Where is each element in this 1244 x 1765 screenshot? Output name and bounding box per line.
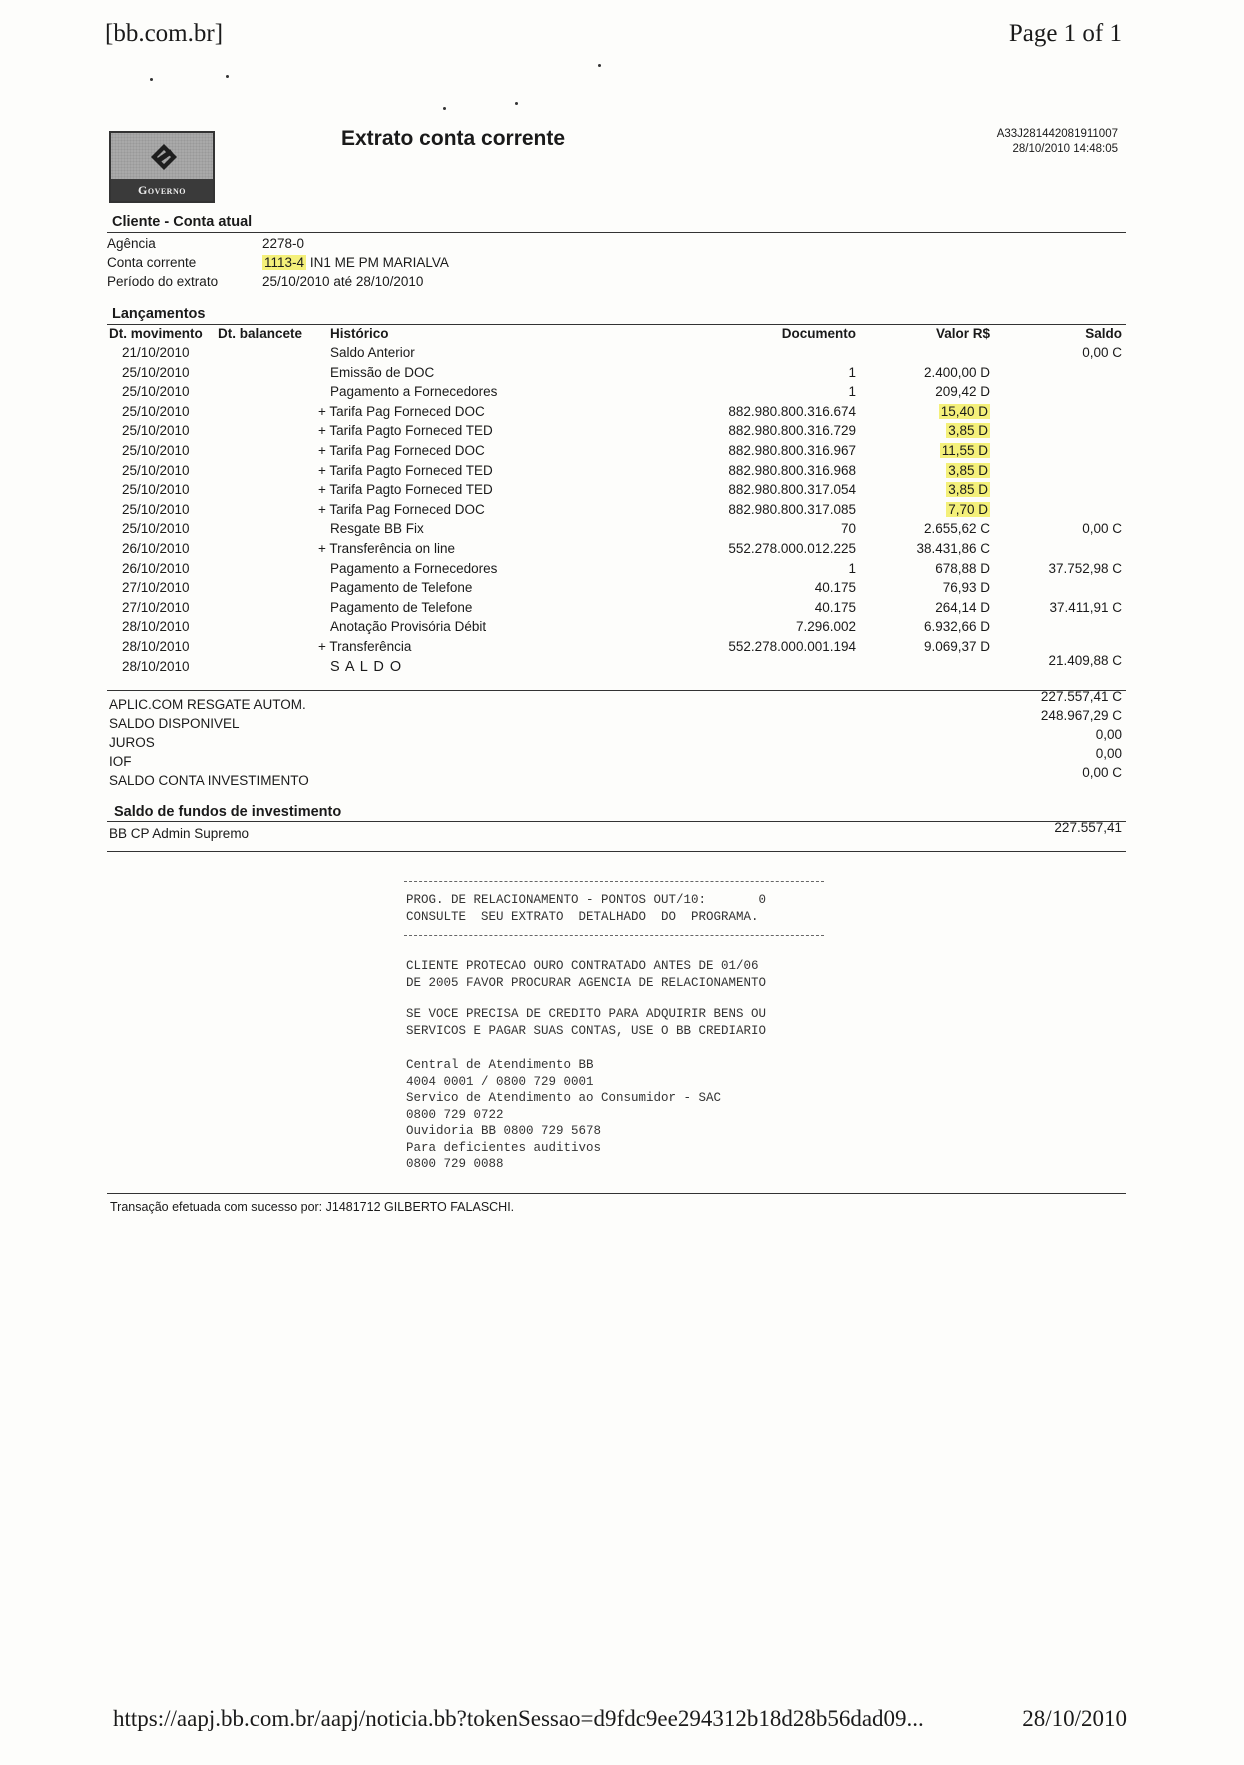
resumo-value: 0,00 [1095, 746, 1122, 761]
cell-valor: 678,88 D [935, 560, 990, 576]
section-divider [107, 690, 1126, 691]
scan-speck [598, 64, 601, 67]
cell-dt-movimento: 21/10/2010 [122, 345, 190, 360]
document-title: Extrato conta corrente [341, 127, 566, 150]
dashed-separator [404, 881, 824, 882]
cell-valor: 3,85 D [948, 462, 988, 478]
table-row [0, 600, 1244, 619]
cell-saldo: 21.409,88 C [1048, 652, 1122, 668]
cell-documento: 552.278.000.012.225 [728, 541, 856, 556]
cell-historico: + Transferência on line [318, 541, 455, 556]
periodo-label: Período do extrato [107, 274, 219, 289]
cell-dt-movimento: 25/10/2010 [122, 384, 190, 400]
table-row [0, 619, 1244, 638]
browser-url: https://aapj.bb.com.br/aapj/noticia.bb?tokenSessao=d9fdc9ee294312b18d28b56dad09... [113, 1706, 924, 1731]
table-row [0, 443, 1244, 462]
cell-valor: 76,93 D [942, 580, 990, 596]
table-row [0, 345, 1244, 364]
cell-dt-movimento: 27/10/2010 [122, 580, 190, 596]
cell-valor: 15,40 D [940, 403, 988, 419]
atendimento-contacts: Central de Atendimento BB 4004 0001 / 0800 729 0001 Servico de Atendimento ao Consumidor - SAC 0800 729 0722 Ouvidoria BB 0800 729 5678 Para deficientes auditivos 0800 729 0088 [406, 1058, 722, 1171]
cell-valor: 2.400,00 D [923, 364, 990, 380]
resumo-label: IOF [109, 754, 132, 769]
cell-historico: Anotação Provisória Débit [330, 619, 487, 635]
lancamentos-section-title: Lançamentos [112, 306, 206, 322]
lancamentos-header-row [0, 326, 1244, 345]
cell-dt-movimento: 28/10/2010 [122, 639, 190, 654]
cell-dt-movimento: 28/10/2010 [122, 658, 190, 674]
cell-historico: Pagamento de Telefone [330, 599, 473, 615]
cell-historico: + Tarifa Pagto Forneced TED [318, 423, 493, 439]
header-dt-balancete: Dt. balancete [218, 326, 303, 341]
cell-documento: 882.980.800.316.967 [728, 443, 856, 458]
cell-historico: S A L D O [330, 658, 403, 675]
cell-historico: + Transferência [318, 639, 412, 654]
document-reference: A33J281442081911007 [996, 128, 1118, 140]
cell-saldo: 0,00 C [1082, 521, 1122, 537]
cell-documento: 882.980.800.316.968 [728, 462, 856, 478]
cell-valor: 6.932,66 D [923, 619, 990, 635]
cell-valor: 3,85 D [948, 482, 988, 498]
cell-documento: 882.980.800.317.054 [728, 482, 856, 498]
cell-saldo: 37.752,98 C [1048, 560, 1122, 576]
header-saldo: Saldo [1085, 326, 1122, 341]
conta-number: 1113-4 [264, 255, 305, 270]
table-row [0, 561, 1244, 580]
table-row [0, 404, 1244, 423]
table-row [0, 502, 1244, 521]
cell-dt-movimento: 25/10/2010 [122, 423, 190, 439]
table-row [0, 482, 1244, 501]
fundo-value: 227.557,41 [1054, 820, 1122, 835]
cell-historico: + Tarifa Pag Forneced DOC [318, 443, 485, 458]
section-divider [107, 821, 1126, 822]
scan-speck [515, 102, 518, 105]
section-divider [107, 324, 1126, 325]
cell-documento: 40.175 [814, 580, 856, 596]
resumo-value: 0,00 C [1082, 765, 1122, 780]
conta-label: Conta corrente [107, 255, 197, 270]
resumo-value: 227.557,41 C [1040, 689, 1122, 704]
cell-documento: 70 [840, 521, 856, 537]
cell-dt-movimento: 25/10/2010 [122, 521, 190, 537]
document-timestamp: 28/10/2010 14:48:05 [1012, 143, 1118, 155]
table-row [0, 423, 1244, 442]
cliente-section-title: Cliente - Conta atual [112, 214, 253, 230]
cell-documento: 882.980.800.316.729 [728, 423, 856, 439]
programa-relacionamento-note: PROG. DE RELACIONAMENTO - PONTOS OUT/10: 0 CONSULTE SEU EXTRATO DETALHADO DO PROGRAMA. [406, 893, 767, 924]
agencia-value: 2278-0 [262, 236, 305, 251]
cell-historico: + Tarifa Pagto Forneced TED [318, 482, 493, 498]
cell-dt-movimento: 25/10/2010 [122, 482, 190, 498]
section-divider [107, 232, 1126, 233]
conta-name: IN1 ME PM MARIALVA [309, 255, 449, 270]
cell-dt-movimento: 25/10/2010 [122, 403, 190, 419]
cell-dt-movimento: 25/10/2010 [122, 443, 190, 458]
cell-dt-movimento: 25/10/2010 [122, 501, 190, 517]
cell-valor: 2.655,62 C [923, 521, 990, 537]
resumo-label: APLIC.COM RESGATE AUTOM. [109, 697, 306, 712]
header-historico: Histórico [330, 326, 389, 341]
cell-documento: 1 [848, 560, 856, 576]
resumo-label: SALDO DISPONIVEL [109, 716, 240, 731]
header-documento: Documento [781, 326, 856, 341]
table-row [0, 365, 1244, 384]
cell-historico: Saldo Anterior [330, 345, 415, 360]
resumo-value: 0,00 [1095, 727, 1122, 742]
table-row [0, 541, 1244, 560]
scan-speck [226, 75, 229, 78]
cell-historico: + Tarifa Pag Forneced DOC [318, 501, 485, 517]
cell-valor: 264,14 D [935, 599, 990, 615]
cell-documento: 552.278.000.001.194 [728, 639, 856, 654]
cell-historico: + Tarifa Pagto Forneced TED [318, 462, 493, 478]
fundo-name: BB CP Admin Supremo [109, 826, 250, 841]
section-divider [107, 1193, 1126, 1194]
table-row [0, 580, 1244, 599]
cell-dt-movimento: 26/10/2010 [122, 560, 190, 576]
scan-speck [150, 78, 153, 81]
protecao-ouro-note: CLIENTE PROTECAO OURO CONTRATADO ANTES DE 01/06 DE 2005 FAVOR PROCURAR AGENCIA DE RELACIONAMENTO [406, 959, 767, 990]
cell-saldo: 37.411,91 C [1049, 599, 1122, 615]
conta-value [262, 255, 449, 270]
cell-documento: 7.296.002 [795, 619, 856, 635]
cell-documento: 40.175 [814, 599, 856, 615]
periodo-value: 25/10/2010 até 28/10/2010 [262, 274, 424, 289]
resumo-label: SALDO CONTA INVESTIMENTO [109, 773, 309, 788]
cell-historico: Pagamento a Fornecedores [330, 384, 498, 400]
cell-documento: 882.980.800.316.674 [728, 403, 856, 419]
cell-valor: 38.431,86 C [916, 541, 990, 556]
cell-documento: 1 [848, 384, 856, 400]
cell-documento: 882.980.800.317.085 [728, 501, 856, 517]
cell-valor: 209,42 D [935, 384, 990, 400]
table-row [0, 521, 1244, 540]
browser-site-label: [bb.com.br] [105, 20, 224, 47]
section-divider [107, 851, 1126, 852]
cell-valor: 3,85 D [948, 423, 988, 439]
cell-dt-movimento: 25/10/2010 [122, 364, 190, 380]
cell-historico: + Tarifa Pag Forneced DOC [318, 403, 485, 419]
cell-valor: 11,55 D [941, 443, 988, 458]
cell-historico: Pagamento de Telefone [330, 580, 473, 596]
cell-valor: 9.069,37 D [923, 639, 990, 654]
cell-dt-movimento: 26/10/2010 [122, 541, 190, 556]
resumo-value: 248.967,29 C [1040, 708, 1122, 723]
header-valor: Valor R$ [935, 326, 990, 341]
cell-historico: Resgate BB Fix [330, 521, 424, 537]
cell-dt-movimento: 25/10/2010 [122, 462, 190, 478]
cell-documento: 1 [848, 364, 856, 380]
cell-dt-movimento: 27/10/2010 [122, 599, 190, 615]
crediario-note: SE VOCE PRECISA DE CREDITO PARA ADQUIRIR BENS OU SERVICOS E PAGAR SUAS CONTAS, USE O BB CREDIARIO [406, 1007, 767, 1038]
transacao-status: Transação efetuada com sucesso por: J1481712 GILBERTO FALASCHI. [110, 1200, 515, 1214]
browser-print-date: 28/10/2010 [1022, 1706, 1127, 1731]
header-dt-movimento: Dt. movimento [109, 326, 203, 341]
cell-historico: Emissão de DOC [330, 364, 435, 380]
dashed-separator [404, 935, 824, 936]
table-row [0, 463, 1244, 482]
cell-dt-movimento: 28/10/2010 [122, 619, 190, 635]
bank-logo [109, 131, 215, 203]
agencia-label: Agência [107, 236, 156, 251]
resumo-label: JUROS [109, 735, 155, 750]
table-row [0, 652, 1244, 678]
cell-saldo: 0,00 C [1082, 345, 1122, 360]
browser-page-number: Page 1 of 1 [1008, 20, 1122, 47]
table-row [0, 384, 1244, 403]
cell-valor: 7,70 D [948, 501, 988, 517]
fundos-section-title: Saldo de fundos de investimento [114, 804, 342, 820]
logo-caption: Governo [111, 179, 213, 201]
cell-historico: Pagamento a Fornecedores [330, 560, 498, 576]
bb-symbol-icon [111, 133, 217, 179]
scan-speck [443, 107, 446, 110]
